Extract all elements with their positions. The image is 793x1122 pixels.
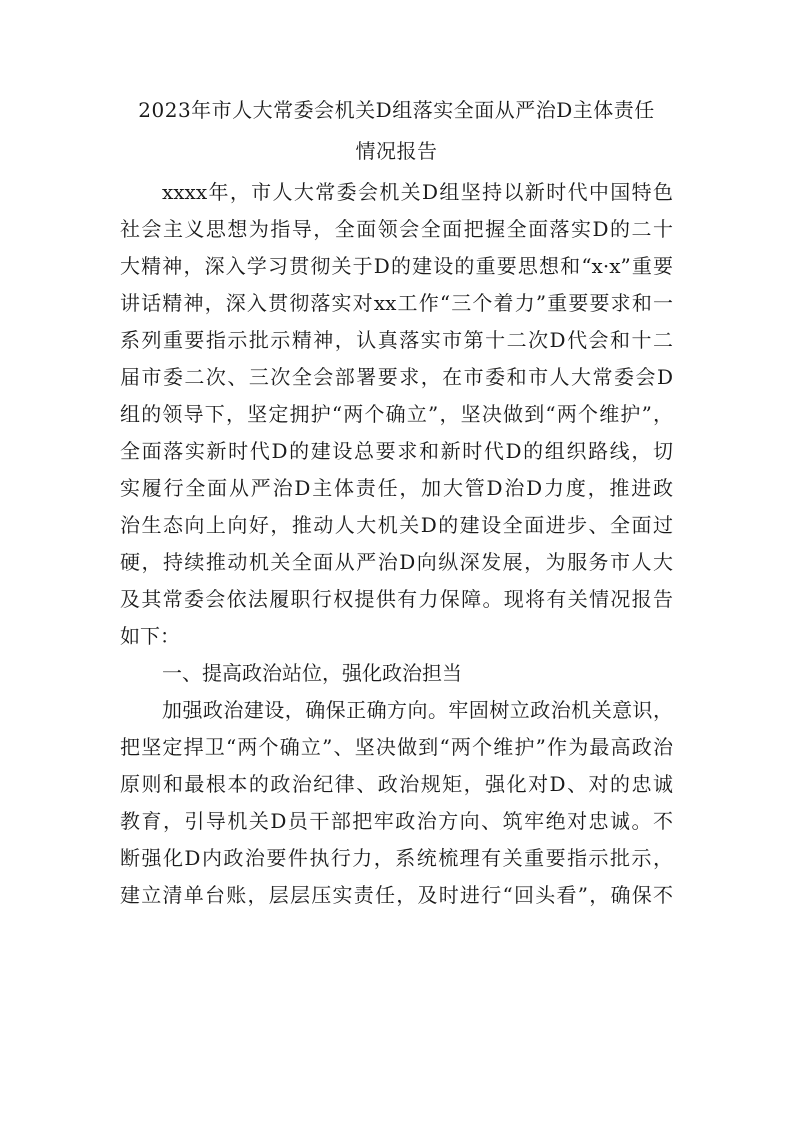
document-title-line-1: 2023年市人大常委会机关D组落实全面从严治D主体责任	[138, 98, 655, 122]
paragraph-2-line: 把坚定捍卫“两个确立”、坚决做到“两个维护”作为最高政治	[120, 735, 673, 759]
paragraph-1-line: xxxx年，市人大常委会机关D组坚持以新时代中国特色	[162, 180, 673, 204]
paragraph-1-line: 社会主义思想为指导，全面领会全面把握全面落实D的二十	[120, 217, 673, 241]
paragraph-1-line: 实履行全面从严治D主体责任，加大管D治D力度，推进政	[120, 476, 673, 500]
paragraph-2-line: 原则和最根本的政治纪律、政治规矩，强化对D、对的忠诚	[120, 772, 673, 796]
paragraph-2-line: 教育，引导机关D员干部把牢政治方向、筑牢绝对忠诚。不	[120, 809, 673, 833]
paragraph-1-line: 系列重要指示批示精神，认真落实市第十二次D代会和十二	[120, 328, 673, 352]
paragraph-1-line: 大精神，深入学习贯彻关于D的建设的重要思想和“x·x”重要	[120, 254, 673, 278]
document-title-line-2: 情况报告	[355, 139, 438, 163]
paragraph-1-line: 硬，持续推动机关全面从严治D向纵深发展，为服务市人大	[120, 550, 673, 574]
section-1-heading: 一、提高政治站位，强化政治担当	[162, 661, 462, 685]
paragraph-1-line: 如下：	[120, 624, 180, 648]
paragraph-2-line: 断强化D内政治要件执行力，系统梳理有关重要指示批示，	[120, 846, 673, 870]
paragraph-1-line: 及其常委会依法履职行权提供有力保障。现将有关情况报告	[120, 587, 673, 611]
paragraph-1-line: 全面落实新时代D的建设总要求和新时代D的组织路线，切	[120, 439, 673, 463]
paragraph-2-line: 建立清单台账，层层压实责任，及时进行“回头看”，确保不	[120, 883, 673, 907]
paragraph-1-line: 讲话精神，深入贯彻落实对xx工作“三个着力”重要要求和一	[120, 291, 673, 315]
paragraph-1-line: 组的领导下，坚定拥护“两个确立”，坚决做到“两个维护”，	[120, 402, 673, 426]
paragraph-2-line: 加强政治建设，确保正确方向。牢固树立政治机关意识，	[162, 698, 673, 722]
paragraph-1-line: 届市委二次、三次全会部署要求，在市委和市人大常委会D	[120, 365, 673, 389]
paragraph-1-line: 治生态向上向好，推动人大机关D的建设全面进步、全面过	[120, 513, 673, 537]
